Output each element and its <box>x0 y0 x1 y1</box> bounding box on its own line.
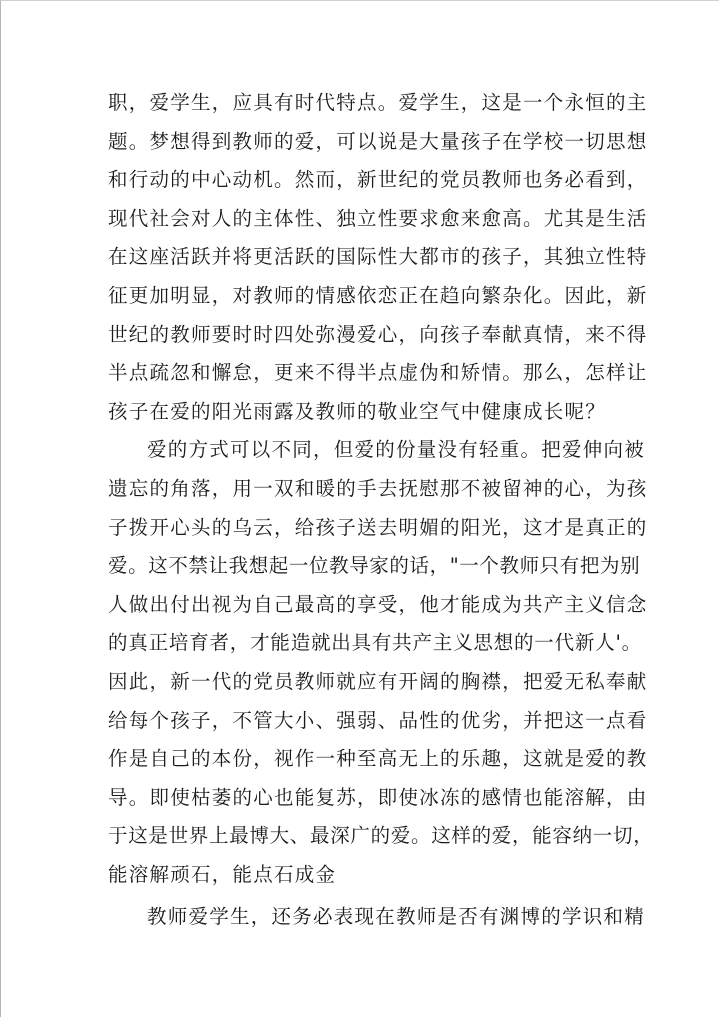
text-line <box>108 470 720 509</box>
text-line <box>108 779 720 818</box>
text-line-content: 题。梦想得到教师的爱，可以说是大量孩子在学校一切思想 <box>108 129 648 153</box>
text-line-content: 因此，新一代的党员教师就应有开阔的胸襟，把爱无私奉献 <box>108 669 648 693</box>
text-line-content: 在这座活跃并将更活跃的国际性大都市的孩子，其独立性特 <box>108 245 648 269</box>
text-line-content: 和行动的中心动机。然而，新世纪的党员教师也务必看到， <box>108 168 648 192</box>
text-line <box>108 740 720 779</box>
text-line <box>108 277 720 316</box>
text-line-content: 能溶解顽石，能点石成金 <box>108 862 337 886</box>
text-line-content: 爱。这不禁让我想起一位教导家的话，"一个教师只有把为别 <box>108 554 641 578</box>
text-line-content: 作是自己的本份，视作一种至高无上的乐趣，这就是爱的教 <box>108 747 648 771</box>
text-line <box>108 238 720 277</box>
text-line-content: 给每个孩子，不管大小、强弱、品性的优劣，并把这一点看 <box>108 708 648 732</box>
text-line-content: 教师爱学生，还务必表现在教师是否有渊博的学识和精 <box>147 905 646 929</box>
text-line-content: 于这是世界上最博大、最深广的爱。这样的爱，能容纳一切， <box>108 824 654 848</box>
document-body <box>0 84 720 937</box>
text-line <box>108 123 720 162</box>
text-line-content: 导。即使枯萎的心也能复苏，即使冰冻的感情也能溶解，由 <box>108 785 648 809</box>
text-line <box>108 663 720 702</box>
text-line-content: 遗忘的角落，用一双和暖的手去抚慰那不被留神的心，为孩 <box>108 476 648 500</box>
text-line <box>108 354 720 393</box>
text-line <box>108 161 720 200</box>
text-line <box>108 509 720 548</box>
text-line-content: 爱的方式可以不同，但爱的份量没有轻重。把爱伸向被 <box>147 438 646 462</box>
text-line <box>108 702 720 741</box>
text-line <box>108 856 720 895</box>
text-line-content: 征更加明显，对教师的情感依恋正在趋向繁杂化。因此，新 <box>108 283 648 307</box>
text-line <box>108 817 720 856</box>
text-line-content: 的真正培育者，才能造就出具有共产主义思想的一代新人'。 <box>108 631 642 655</box>
text-line <box>108 84 720 123</box>
text-line <box>108 547 720 586</box>
text-line-content: 世纪的教师要时时四处弥漫爱心，向孩子奉献真情，来不得 <box>108 322 648 346</box>
paragraph-first-line <box>147 431 720 470</box>
text-line <box>108 393 720 432</box>
paragraph-first-line <box>147 898 720 937</box>
text-line-content: 职，爱学生，应具有时代特点。爱学生，这是一个永恒的主 <box>108 91 648 114</box>
text-line-content: 现代社会对人的主体性、独立性要求愈来愈高。尤其是生活 <box>108 206 648 230</box>
text-line-content: 人做出付出视为自己最高的享受，他才能成为共产主义信念 <box>108 592 648 616</box>
text-line-content: 子拨开心头的乌云，给孩子送去明媚的阳光，这才是真正的 <box>108 515 648 539</box>
text-line-content: 半点疏忽和懈怠，更来不得半点虚伪和矫情。那么，怎样让 <box>108 361 648 385</box>
text-line-content: 孩子在爱的阳光雨露及教师的敬业空气中健康成长呢？ <box>108 399 607 423</box>
text-line <box>108 624 720 663</box>
text-line <box>108 586 720 625</box>
text-line <box>108 200 720 239</box>
text-line <box>108 316 720 355</box>
